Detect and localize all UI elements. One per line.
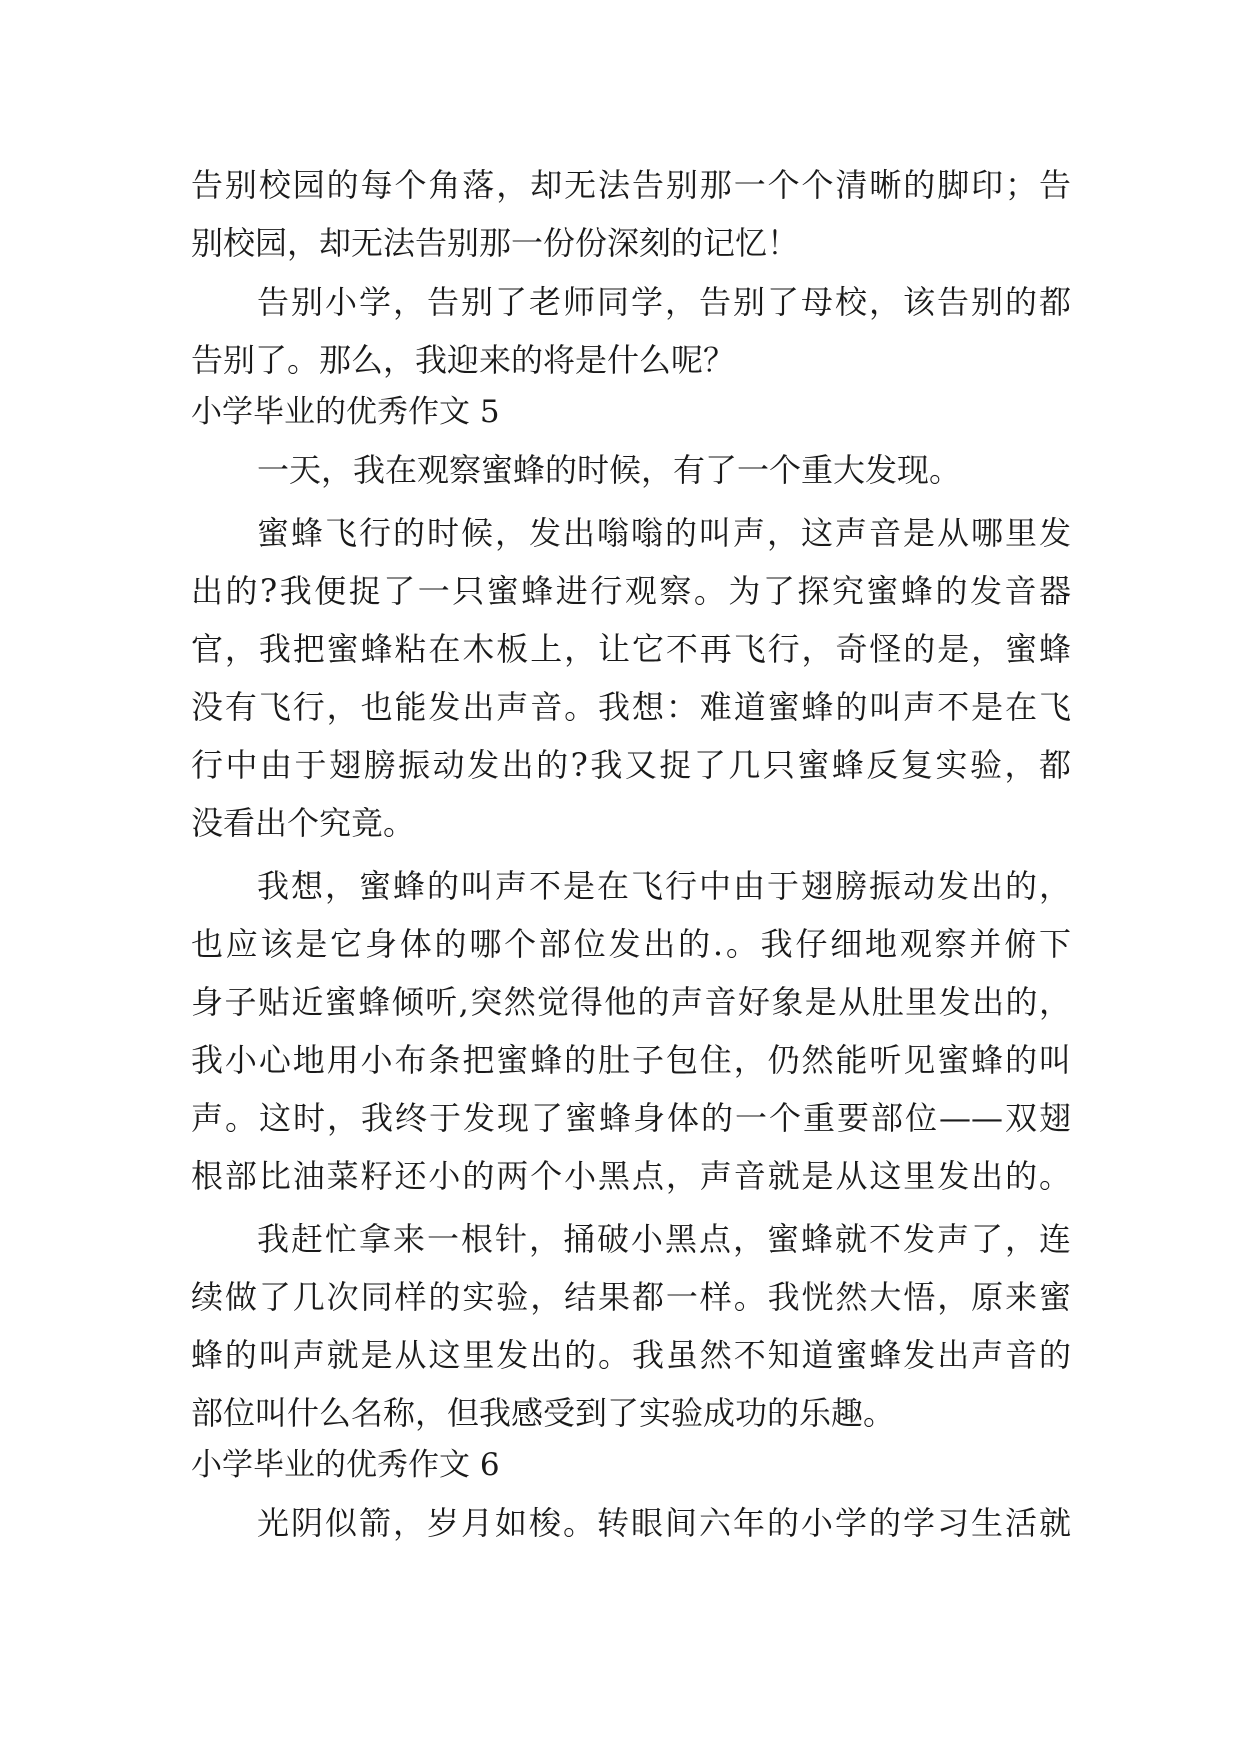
paragraph-line: 声。这时，我终于发现了蜜蜂身体的一个重要部位——双翅 <box>191 1099 1071 1137</box>
paragraph-line: 蜂的叫声就是从这里发出的。我虽然不知道蜜蜂发出声音的 <box>191 1336 1071 1374</box>
paragraph-line: 告别校园的每个角落，却无法告别那一个个清晰的脚印；告 <box>191 166 1071 204</box>
paragraph-line: 一天，我在观察蜜蜂的时候，有了一个重大发现。 <box>257 451 962 489</box>
paragraph-line: 告别了。那么，我迎来的将是什么呢？ <box>191 341 736 379</box>
paragraph-line: 部位叫什么名称，但我感受到了实验成功的乐趣。 <box>191 1394 896 1432</box>
section-heading: 小学毕业的优秀作文 5 <box>191 394 500 430</box>
paragraph-line: 我想，蜜蜂的叫声不是在飞行中由于翅膀振动发出的， <box>257 867 1071 905</box>
paragraph-line: 没有飞行，也能发出声音。我想：难道蜜蜂的叫声不是在飞 <box>191 688 1071 726</box>
paragraph-line: 续做了几次同样的实验，结果都一样。我恍然大悟，原来蜜 <box>191 1278 1071 1316</box>
paragraph-line: 蜜蜂飞行的时候，发出嗡嗡的叫声，这声音是从哪里发 <box>257 514 1071 552</box>
section-heading: 小学毕业的优秀作文 6 <box>191 1447 500 1483</box>
paragraph-line: 我小心地用小布条把蜜蜂的肚子包住，仍然能听见蜜蜂的叫 <box>191 1041 1071 1079</box>
paragraph-line: 行中由于翅膀振动发出的?我又捉了几只蜜蜂反复实验，都 <box>191 746 1071 784</box>
paragraph-line: 出的?我便捉了一只蜜蜂进行观察。为了探究蜜蜂的发音器 <box>191 572 1071 610</box>
paragraph-line: 身子贴近蜜蜂倾听,突然觉得他的声音好象是从肚里发出的， <box>191 983 1071 1021</box>
paragraph-line: 告别小学，告别了老师同学，告别了母校，该告别的都 <box>257 283 1071 321</box>
paragraph-line: 别校园，却无法告别那一份份深刻的记忆！ <box>191 224 800 262</box>
paragraph-line: 没看出个究竟。 <box>191 804 416 842</box>
paragraph-line: 也应该是它身体的哪个部位发出的.。我仔细地观察并俯下 <box>191 925 1071 963</box>
paragraph-line: 光阴似箭，岁月如梭。转眼间六年的小学的学习生活就 <box>257 1504 1071 1542</box>
paragraph-line: 根部比油菜籽还小的两个小黑点，声音就是从这里发出的。 <box>191 1157 1071 1195</box>
paragraph-line: 官，我把蜜蜂粘在木板上，让它不再飞行，奇怪的是，蜜蜂 <box>191 630 1071 668</box>
paragraph-line: 我赶忙拿来一根针，捅破小黑点，蜜蜂就不发声了，连 <box>257 1220 1071 1258</box>
